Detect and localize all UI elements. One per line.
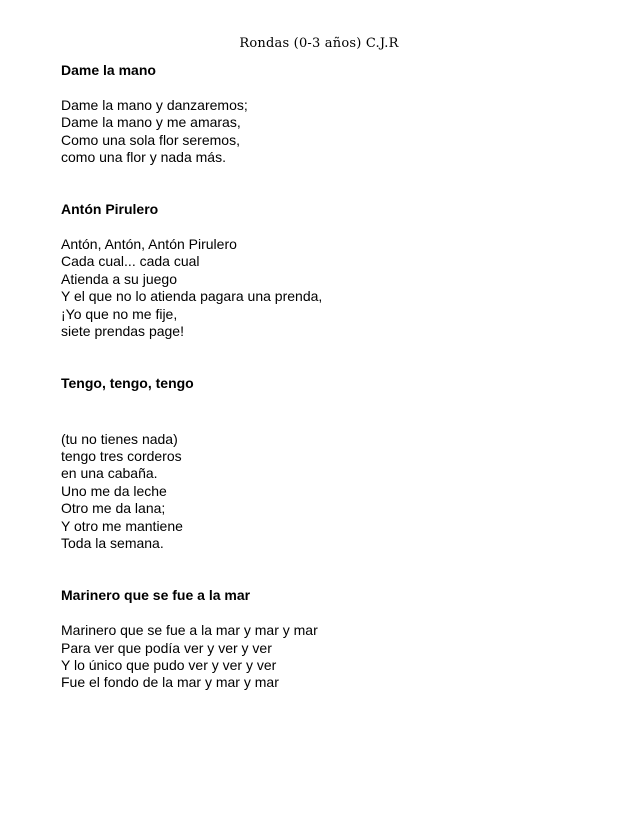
song-tengo-tengo-tengo: [61, 375, 581, 552]
verse-line: Para ver que podía ver y ver y ver: [61, 639, 272, 656]
verse-line: ¡Yo que no me fije,: [61, 305, 178, 322]
song-verse: [61, 97, 581, 167]
document-body: [61, 62, 581, 692]
verse-line: Otro me da lana;: [61, 500, 166, 517]
verse-line: Antón, Antón, Antón Pirulero: [61, 236, 237, 253]
song-verse: [61, 622, 581, 692]
verse-line: Cada cual... cada cual: [61, 253, 200, 270]
verse-line: como una flor y nada más.: [61, 149, 226, 166]
song-title: Antón Pirulero: [61, 201, 159, 218]
verse-line: Dame la mano y danzaremos;: [61, 96, 248, 113]
verse-line: Atienda a su juego: [61, 270, 177, 287]
song-anton-pirulero: [61, 201, 581, 340]
verse-line: Dame la mano y me amaras,: [61, 114, 241, 131]
verse-line: Fue el fondo de la mar y mar y mar: [61, 674, 279, 691]
verse-line: Y lo único que pudo ver y ver y ver: [61, 656, 277, 673]
verse-line: en una cabaña.: [61, 465, 158, 482]
verse-line: Y el que no lo atienda pagara una prenda,: [61, 288, 323, 305]
verse-line: siete prendas page!: [61, 323, 184, 340]
song-title: Dame la mano: [61, 62, 156, 78]
song-verse: [61, 236, 581, 340]
verse-line: Marinero que se fue a la mar y mar y mar: [61, 622, 318, 639]
verse-line: Como una sola flor seremos,: [61, 131, 240, 148]
song-dame-la-mano: [61, 62, 581, 166]
verse-line: Y otro me mantiene: [61, 517, 183, 534]
document-header: [0, 36, 638, 51]
verse-line: tengo tres corderos: [61, 448, 182, 465]
song-marinero: [61, 587, 581, 691]
song-title: Marinero que se fue a la mar: [61, 587, 251, 604]
verse-line: (tu no tienes nada): [61, 430, 178, 447]
song-title: Tengo, tengo, tengo: [61, 375, 194, 392]
header-title: Rondas (0-3 años) C.J.R: [239, 36, 399, 51]
verse-line: Toda la semana.: [61, 535, 164, 552]
verse-line: Uno me da leche: [61, 482, 167, 499]
song-verse: [61, 431, 581, 553]
